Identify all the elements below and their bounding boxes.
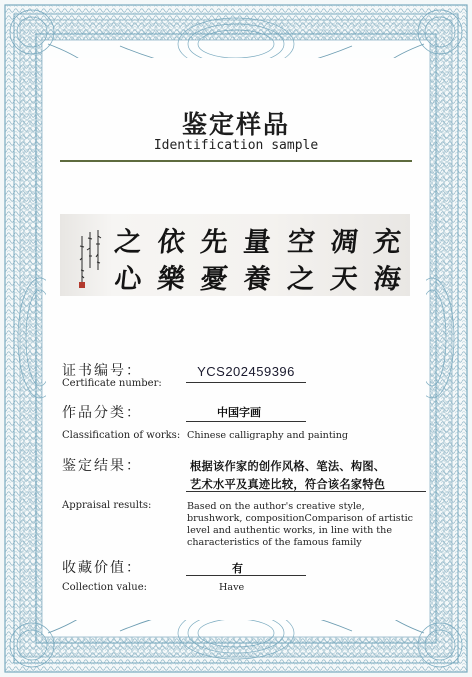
- appraisal-underline: [186, 491, 426, 492]
- certificate-number-label: 证书编号：: [62, 363, 142, 379]
- appraisal-value-line-1: 根据该作家的创作风格、笔法、构图、: [190, 459, 386, 473]
- classification-value: 中国字画: [217, 406, 261, 419]
- artwork-char: 先: [199, 227, 230, 258]
- collection-value-en: Have: [219, 582, 245, 593]
- appraisal-value-en-line-3: level and authentic works, in line with the: [187, 525, 393, 536]
- appraisal-value-en-line-4: characteristics of the famous family: [187, 537, 362, 548]
- collection-value-label: 收藏价值：: [62, 560, 142, 576]
- artwork-char: 凋: [328, 227, 360, 258]
- appraisal-label-en: Appraisal results:: [62, 500, 152, 511]
- artwork-char: 憂: [199, 264, 230, 295]
- certificate-number-label-en: Certificate number:: [62, 378, 162, 389]
- classification-underline: [186, 421, 306, 422]
- artwork-char: 之: [113, 227, 144, 258]
- collection-value-underline: [186, 575, 306, 576]
- collection-value: 有: [232, 562, 243, 575]
- classification-value-en: Chinese calligraphy and painting: [187, 430, 349, 441]
- title-divider: [60, 160, 412, 162]
- appraisal-value-en-line-2: brushwork, compositionComparison of artistic: [187, 513, 414, 524]
- artwork-line-1: [108, 220, 408, 259]
- artwork-char: 海: [371, 264, 403, 295]
- artwork-char: 之: [285, 264, 316, 295]
- certificate-number-underline: [186, 382, 306, 383]
- certificate-number-value: YCS202459396: [197, 364, 295, 379]
- artwork-char: 量: [242, 227, 273, 258]
- artwork-char: 充: [371, 227, 403, 258]
- artwork-char: 養: [242, 264, 273, 295]
- artwork-image: [60, 214, 410, 296]
- inscription-and-seal: [74, 226, 104, 290]
- certificate-title: 鉴定样品: [181, 110, 290, 139]
- collection-value-label-en: Collection value:: [62, 582, 147, 593]
- appraisal-value-en-line-1: Based on the author's creative style,: [187, 501, 365, 512]
- certificate-subtitle: Identification sample: [153, 138, 319, 153]
- classification-label: 作品分类：: [62, 405, 142, 421]
- classification-label-en: Classification of works:: [62, 430, 181, 441]
- artwork-char: 依: [156, 227, 187, 258]
- artwork-char: 心: [113, 264, 144, 295]
- appraisal-value-line-2: 艺术水平及真迹比较，符合该名家特色: [190, 477, 386, 491]
- artwork-char: 天: [328, 264, 360, 295]
- artwork-char: 空: [285, 227, 316, 258]
- appraisal-label: 鉴定结果：: [62, 458, 142, 474]
- artwork-char: 樂: [156, 264, 187, 295]
- artwork-line-2: [108, 257, 408, 296]
